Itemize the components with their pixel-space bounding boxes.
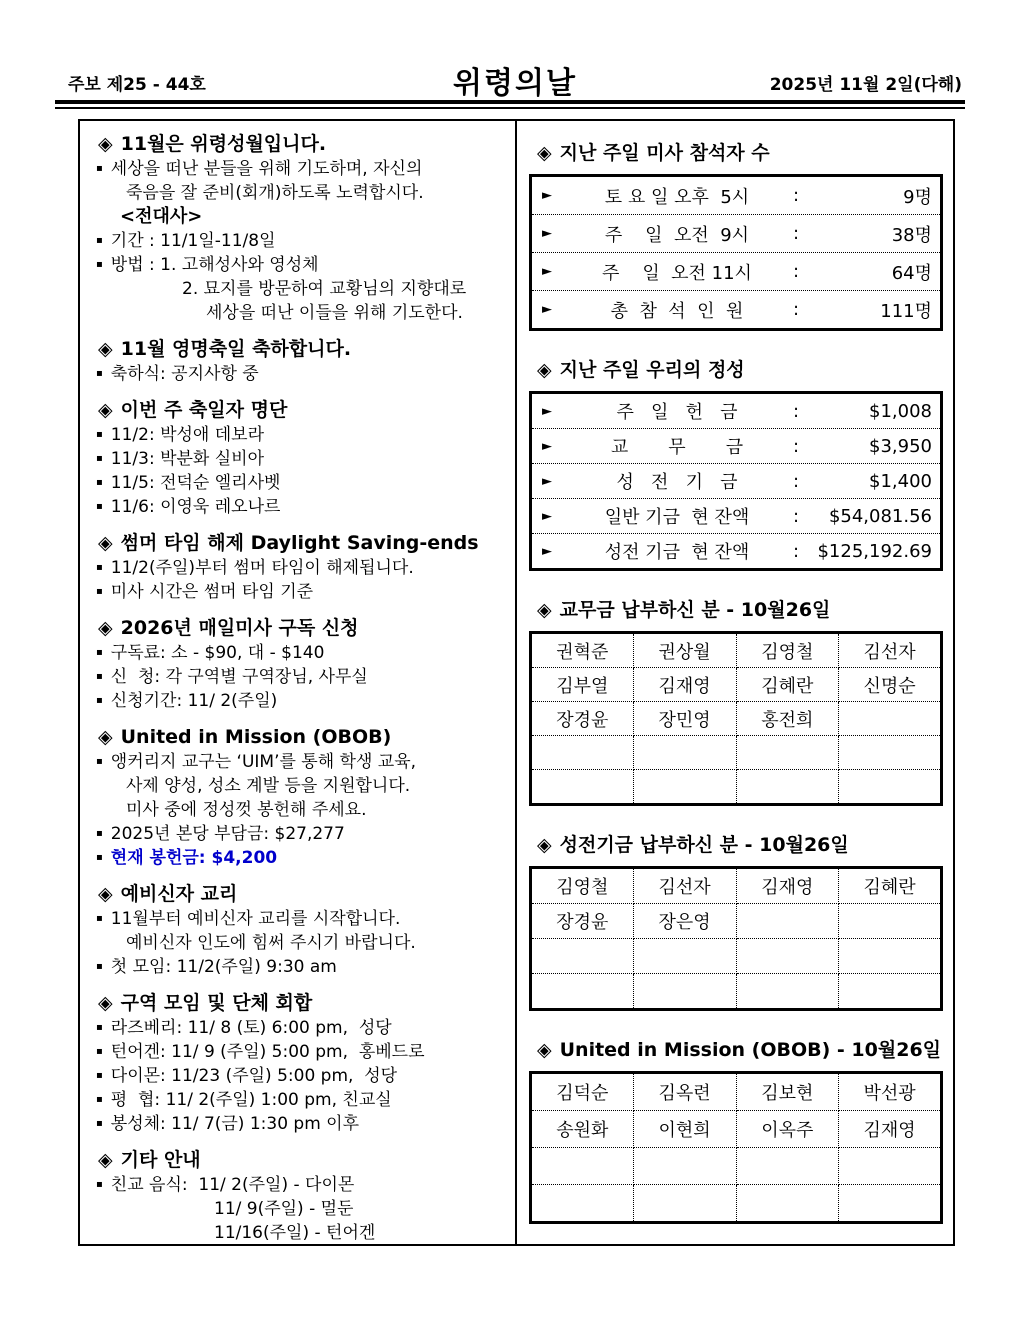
name-cell: 김혜란 <box>839 868 942 904</box>
section-title-uim-payers <box>529 1037 943 1063</box>
diamond-icon: ◈ <box>537 359 552 381</box>
name-cell: 권상월 <box>633 633 736 668</box>
section-title-text: 이번 주 축일자 명단 <box>120 399 288 421</box>
text-line: 기간 : 11/1일-11/8일 <box>110 231 276 251</box>
table-row <box>531 1073 942 1111</box>
diamond-icon: ◈ <box>98 883 113 905</box>
dues-table <box>529 631 943 806</box>
diamond-icon: ◈ <box>98 1149 113 1171</box>
arrow-icon: ► <box>542 543 552 559</box>
colon: : <box>792 223 800 244</box>
indulgence-subtitle: <전대사> <box>120 206 203 227</box>
table-row <box>531 702 942 736</box>
diamond-icon: ◈ <box>98 399 113 421</box>
name-cell <box>839 736 942 770</box>
issue-number: 주보 제25 - 44호 <box>68 75 206 95</box>
text-line: 11/5: 전덕순 엘리사벳 <box>110 473 281 493</box>
text-line: 다이몬: 11/23 (주일) 5:00 pm, 성당 <box>110 1066 398 1086</box>
name-cell: 장경윤 <box>531 702 634 736</box>
section-title-text: 11월은 위령성월입니다. <box>120 133 327 155</box>
arrow-icon: ► <box>542 188 552 203</box>
row-label: 교 무 금 <box>610 437 744 458</box>
colon: : <box>792 299 800 320</box>
masthead-divider <box>55 100 965 109</box>
name-cell <box>531 770 634 805</box>
name-cell: 송원화 <box>531 1111 634 1148</box>
current-donation-highlight: 현재 봉헌금: $4,200 <box>110 848 278 868</box>
text-line: 친교 음식: 11/ 2(주일) - 다이몬 <box>110 1175 355 1195</box>
bullet-icon: ▪ <box>96 586 103 597</box>
name-cell <box>839 939 942 974</box>
content-frame <box>78 119 955 1246</box>
arrow-icon: ► <box>542 403 552 419</box>
name-cell <box>839 702 942 736</box>
row-label: 주 일 오전 9시 <box>604 224 750 246</box>
name-cell: 신명순 <box>839 668 942 702</box>
section-title-text: 교무금 납부하신 분 - 10월26일 <box>559 599 831 621</box>
row-label: 주 일 오전 11시 <box>602 262 752 284</box>
name-cell: 김선자 <box>839 633 942 668</box>
section-title-text: 예비신자 교리 <box>120 883 238 905</box>
name-cell: 홍전희 <box>736 702 839 736</box>
table-row <box>532 290 940 328</box>
bullet-icon: ▪ <box>96 756 103 767</box>
name-cell: 장민영 <box>633 702 736 736</box>
bullet-icon: ▪ <box>96 429 103 440</box>
bullet-icon: ▪ <box>96 1179 103 1190</box>
name-cell: 장경윤 <box>531 904 634 939</box>
row-label: 일반 기금 현 잔액 <box>604 507 750 528</box>
name-cell <box>736 904 839 939</box>
offering-table <box>529 391 943 571</box>
name-cell: 김재영 <box>736 868 839 904</box>
colon: : <box>792 400 800 422</box>
name-cell <box>736 939 839 974</box>
text-line: 11/3: 박분화 실비아 <box>110 449 265 469</box>
section-title-text: 지난 주일 미사 참석자 수 <box>559 142 770 164</box>
text-line: 첫 모임: 11/2(주일) 9:30 am <box>110 957 337 977</box>
table-row <box>531 770 942 805</box>
table-row <box>531 633 942 668</box>
section-title-dues-payers <box>529 597 943 623</box>
text-line: 평 협: 11/ 2(주일) 1:00 pm, 친교실 <box>110 1090 392 1110</box>
text-line: 앵커리지 교구는 ‘UIM’를 통해 학생 교육, <box>110 752 417 772</box>
name-cell: 김덕순 <box>531 1073 634 1111</box>
arrow-icon: ► <box>542 438 552 454</box>
section-title-misc <box>90 1147 505 1173</box>
diamond-icon: ◈ <box>98 338 113 360</box>
text-line: 11/2: 박성애 데보라 <box>110 425 265 445</box>
section-title-missal-subscription <box>90 615 505 641</box>
text-line: 2025년 본당 부담금: $27,277 <box>110 824 345 844</box>
row-value: $125,192.69 <box>817 540 932 562</box>
name-cell <box>633 939 736 974</box>
colon: : <box>792 470 800 492</box>
table-row <box>532 498 940 533</box>
row-label: 성전 기금 현 잔액 <box>604 542 750 563</box>
row-value: 9명 <box>903 186 932 208</box>
text-line: 예비신자 인도에 힘써 주시기 바랍니다. <box>126 933 416 953</box>
name-cell: 김부열 <box>531 668 634 702</box>
name-cell: 김혜란 <box>736 668 839 702</box>
colon: : <box>792 261 800 282</box>
table-row <box>531 939 942 974</box>
name-cell <box>736 770 839 805</box>
table-row <box>531 868 942 904</box>
section-title-text: 기타 안내 <box>120 1149 201 1171</box>
section-title-text: 썸머 타임 해제 Daylight Saving-ends <box>120 532 479 554</box>
name-cell: 이현희 <box>633 1111 736 1148</box>
row-value: $54,081.56 <box>828 505 932 527</box>
bullet-icon: ▪ <box>96 501 103 512</box>
diamond-icon: ◈ <box>537 834 552 856</box>
diamond-icon: ◈ <box>537 599 552 621</box>
row-value: 64명 <box>891 262 932 284</box>
name-cell <box>633 770 736 805</box>
text-line: 미사 중에 정성껏 봉헌해 주세요. <box>126 800 367 820</box>
row-label: 성 전 기 금 <box>616 472 738 493</box>
text-line: 11/6: 이영욱 레오나르 <box>110 497 281 517</box>
bullet-icon: ▪ <box>96 913 103 924</box>
bullet-icon: ▪ <box>96 852 103 863</box>
colon: : <box>792 540 800 562</box>
table-row <box>531 668 942 702</box>
section-title-attendance <box>529 140 943 166</box>
name-cell: 장은영 <box>633 904 736 939</box>
arrow-icon: ► <box>542 302 552 317</box>
section-title-catechumen <box>90 881 505 907</box>
building-fund-table <box>529 866 943 1011</box>
bullet-icon: ▪ <box>96 259 103 270</box>
name-cell <box>839 1148 942 1185</box>
row-label: 총 참 석 인 원 <box>610 300 744 322</box>
table-row <box>531 736 942 770</box>
table-row <box>532 428 940 463</box>
section-title-text: 지난 주일 우리의 정성 <box>559 359 745 381</box>
arrow-icon: ► <box>542 473 552 489</box>
name-cell <box>736 1185 839 1223</box>
attendance-table <box>529 174 943 331</box>
row-value: 111명 <box>880 300 932 322</box>
text-line: 턴어겐: 11/ 9 (주일) 5:00 pm, 홍베드로 <box>110 1042 425 1062</box>
name-cell <box>839 974 942 1010</box>
section-title-uim <box>90 724 505 750</box>
name-cell: 권혁준 <box>531 633 634 668</box>
name-cell: 김영철 <box>531 868 634 904</box>
text-line: 죽음을 잘 준비(회개)하도록 노력합시다. <box>126 183 424 203</box>
name-cell: 김재영 <box>633 668 736 702</box>
name-cell <box>839 1185 942 1223</box>
table-row <box>531 904 942 939</box>
name-cell <box>839 904 942 939</box>
section-title-district-meetings <box>90 990 505 1016</box>
row-value: $1,400 <box>869 470 932 492</box>
bullet-icon: ▪ <box>96 1094 103 1105</box>
text-line: 미사 시간은 썸머 타임 기준 <box>110 582 314 602</box>
name-cell <box>736 974 839 1010</box>
text-line: 라즈베리: 11/ 8 (토) 6:00 pm, 성당 <box>110 1018 392 1038</box>
table-row <box>532 177 940 214</box>
bullet-icon: ▪ <box>96 562 103 573</box>
name-cell: 김선자 <box>633 868 736 904</box>
row-value: $1,008 <box>869 400 932 422</box>
right-column <box>515 121 953 1244</box>
text-line: 구독료: 소 - $90, 대 - $140 <box>110 643 325 663</box>
name-cell <box>839 770 942 805</box>
name-cell: 김보현 <box>736 1073 839 1111</box>
section-title-daylight-saving <box>90 530 505 556</box>
row-label: 주 일 헌 금 <box>616 402 738 423</box>
text-line: 사제 양성, 성소 계발 등을 지원합니다. <box>126 776 411 796</box>
masthead <box>68 60 962 101</box>
table-row <box>532 463 940 498</box>
name-cell: 박선광 <box>839 1073 942 1111</box>
text-line: 방법 : 1. 고해성사와 영성체 <box>110 255 319 275</box>
bullet-icon: ▪ <box>96 828 103 839</box>
text-line: 11/2(주일)부터 썸머 타임이 해제됩니다. <box>110 558 414 578</box>
bullet-icon: ▪ <box>96 647 103 658</box>
table-row <box>531 1148 942 1185</box>
section-title-text: 성전기금 납부하신 분 - 10월26일 <box>559 834 849 856</box>
name-cell: 김옥련 <box>633 1073 736 1111</box>
name-cell <box>736 1148 839 1185</box>
section-title-feast-congrats <box>90 336 505 362</box>
arrow-icon: ► <box>542 508 552 524</box>
table-row <box>532 533 940 568</box>
row-value: 38명 <box>891 224 932 246</box>
bullet-icon: ▪ <box>96 1046 103 1057</box>
section-title-text: 2026년 매일미사 구독 신청 <box>120 617 359 639</box>
name-cell <box>531 974 634 1010</box>
name-cell: 김영철 <box>736 633 839 668</box>
name-cell <box>633 1185 736 1223</box>
arrow-icon: ► <box>542 264 552 279</box>
table-row <box>532 394 940 428</box>
bullet-icon: ▪ <box>96 695 103 706</box>
section-title-feast-list <box>90 397 505 423</box>
bullet-icon: ▪ <box>96 163 103 174</box>
text-line: 11월부터 예비신자 교리를 시작합니다. <box>110 909 401 929</box>
section-title-building-fund-payers <box>529 832 943 858</box>
name-cell: 김재영 <box>839 1111 942 1148</box>
page-title: 위령의날 <box>453 66 577 101</box>
table-row <box>531 974 942 1010</box>
name-cell <box>531 939 634 974</box>
text-line: 2. 묘지를 방문하여 교황님의 지향대로 <box>182 279 467 299</box>
diamond-icon: ◈ <box>537 1039 552 1061</box>
colon: : <box>792 185 800 206</box>
bullet-icon: ▪ <box>96 477 103 488</box>
text-line: 세상을 떠난 이들을 위해 기도한다. <box>206 303 463 323</box>
name-cell <box>531 1148 634 1185</box>
colon: : <box>792 435 800 457</box>
section-title-memorial-month <box>90 131 505 157</box>
table-row <box>531 1111 942 1148</box>
bullet-icon: ▪ <box>96 961 103 972</box>
issue-date: 2025년 11월 2일(다해) <box>769 75 962 95</box>
table-row <box>531 1185 942 1223</box>
diamond-icon: ◈ <box>98 532 113 554</box>
text-line: 봉성체: 11/ 7(금) 1:30 pm 이후 <box>110 1114 360 1134</box>
text-line: 11/16(주일) - 턴어겐 <box>214 1223 376 1243</box>
name-cell <box>531 1185 634 1223</box>
row-label: 토 요 일 오후 5시 <box>604 186 750 208</box>
diamond-icon: ◈ <box>537 142 552 164</box>
bullet-icon: ▪ <box>96 1070 103 1081</box>
left-column <box>80 121 515 1244</box>
bullet-icon: ▪ <box>96 235 103 246</box>
bullet-icon: ▪ <box>96 1118 103 1129</box>
bullet-icon: ▪ <box>96 1022 103 1033</box>
table-row <box>532 214 940 252</box>
section-title-text: United in Mission (OBOB) <box>120 726 392 748</box>
section-title-text: 11월 영명축일 축하합니다. <box>120 338 352 360</box>
diamond-icon: ◈ <box>98 992 113 1014</box>
diamond-icon: ◈ <box>98 133 113 155</box>
row-value: $3,950 <box>869 435 932 457</box>
table-row <box>532 252 940 290</box>
bullet-icon: ▪ <box>96 453 103 464</box>
name-cell <box>633 1148 736 1185</box>
section-title-offering <box>529 357 943 383</box>
name-cell <box>633 974 736 1010</box>
arrow-icon: ► <box>542 226 552 241</box>
text-line: 축하식: 공지사항 중 <box>110 364 259 384</box>
bullet-icon: ▪ <box>96 671 103 682</box>
name-cell <box>633 736 736 770</box>
diamond-icon: ◈ <box>98 617 113 639</box>
name-cell <box>736 736 839 770</box>
text-line: 신 청: 각 구역별 구역장님, 사무실 <box>110 667 368 687</box>
uim-table <box>529 1071 943 1224</box>
section-title-text: United in Mission (OBOB) - 10월26일 <box>559 1039 942 1061</box>
name-cell <box>531 736 634 770</box>
text-line: 세상을 떠난 분들을 위해 기도하며, 자신의 <box>110 159 423 179</box>
colon: : <box>792 505 800 527</box>
text-line: 11/ 9(주일) - 멀둔 <box>214 1199 354 1219</box>
diamond-icon: ◈ <box>98 726 113 748</box>
bullet-icon: ▪ <box>96 368 103 379</box>
text-line: 신청기간: 11/ 2(주일) <box>110 691 278 711</box>
section-title-text: 구역 모임 및 단체 회합 <box>120 992 313 1014</box>
name-cell: 이옥주 <box>736 1111 839 1148</box>
